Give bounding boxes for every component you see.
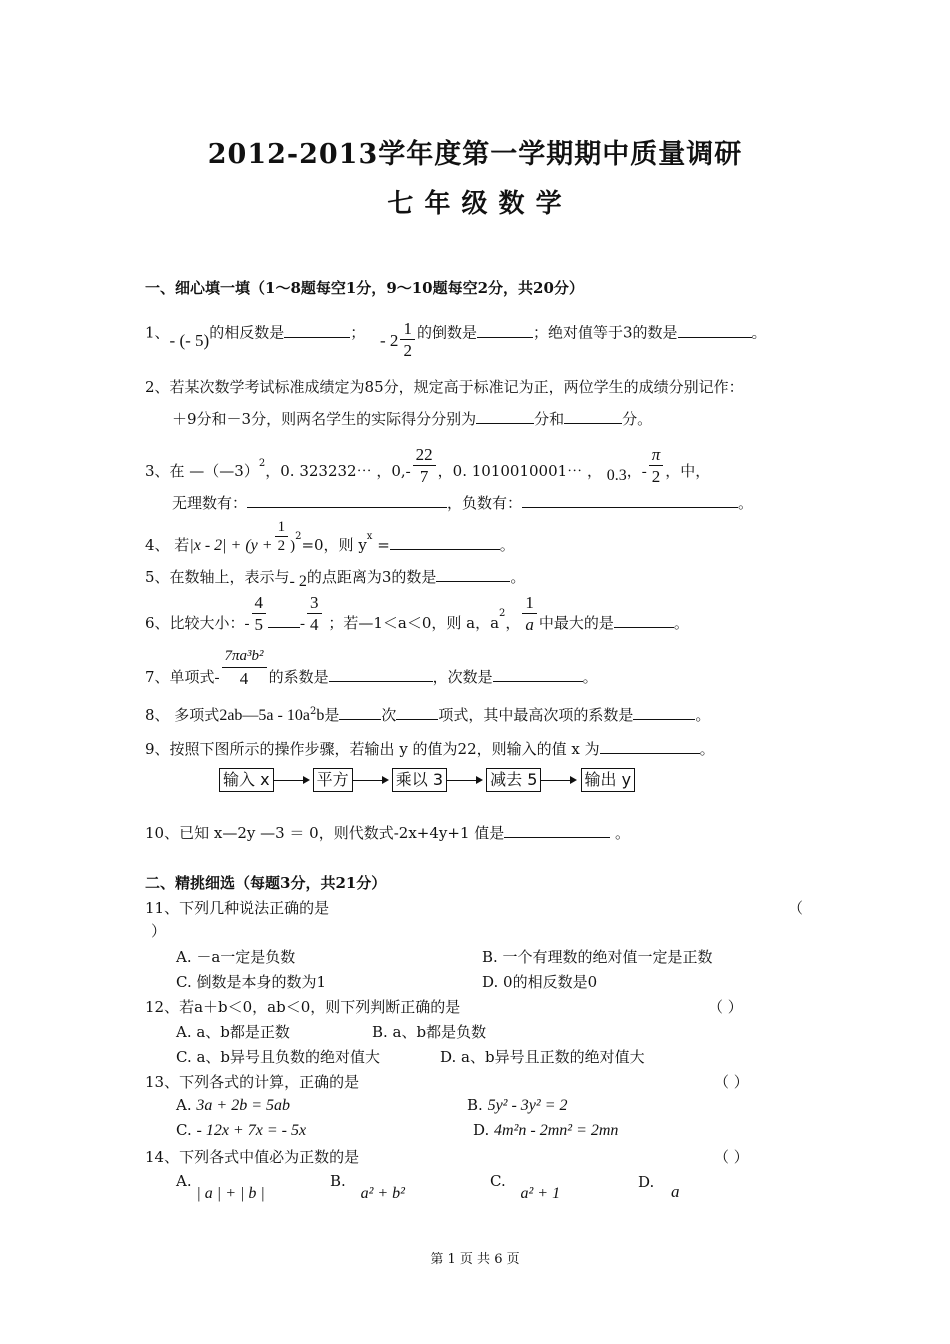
question-5: 5、在数轴上，表示与- 2的点距离为3的数是 。 — [145, 568, 526, 590]
section1-heading: 一、细心填一填（1～8题每空1分，9～10题每空2分，共20分） — [145, 279, 584, 297]
answer-paren: （ ） — [714, 1073, 749, 1091]
section2-heading: 二、精挑细选（每题3分，共21分） — [145, 874, 387, 892]
flow-step-output: 输出 y — [581, 768, 636, 792]
arrow-icon — [447, 780, 477, 781]
answer-paren: （ ） — [708, 998, 743, 1016]
question-2-line1: 2、若某次数学考试标准成绩定为85分，规定高于标准记为正，两位学生的成绩分别记作： — [145, 378, 744, 396]
option-B: B. a、b都是负数 — [372, 1023, 487, 1041]
question-7: 7、单项式- $\frac{\text{7πa³b²}}{4}$ 的系数是 ，次数是 。 — [145, 648, 598, 688]
flow-step-multiply: 乘以 3 — [392, 768, 447, 792]
question-8: 8、 多项式2ab—5a - $10a^2b$是 次 项式，其中最高次项的系数是 。 — [145, 706, 711, 724]
question-2-line2: ＋9分和－3分，则两名学生的实际得分分别为 分和 分。 — [172, 410, 653, 428]
option-D: D. 4m²n - 2mn² = 2mn — [473, 1121, 619, 1139]
option-A: A. －a一定是负数 — [176, 948, 296, 966]
question-10: 10、已知 x—2y —3 ＝ 0，则代数式-2x+4y+1 值是 。 — [145, 824, 631, 842]
flow-step-square: 平方 — [313, 768, 353, 792]
option-B: B. 5y² - 3y² = 2 — [467, 1096, 568, 1114]
question-1: 1、- (- 5)的相反数是 ； - 2 $\frac{1}{2}$ 的倒数是 ；绝对值等于3的数是 。 — [145, 319, 767, 360]
question-3-line1: 3、在 —（—3）$^2$，0. 323232⋯ ，0,- $\frac{22}{7}$ ，0. 1010010001⋯ ， 0.3，- $\frac{\pi}{2}$ ，中， — [145, 445, 711, 486]
flow-step-subtract: 减去 5 — [486, 768, 541, 792]
question-3-line2: 无理数有： ，负数有： 。 — [172, 494, 754, 512]
option-D: D. a — [638, 1173, 680, 1201]
option-A: A. | a | + | b | — [176, 1172, 265, 1202]
answer-paren-left: （ — [788, 899, 804, 917]
repeating-decimal: 0.3 — [606, 466, 627, 484]
question-12-stem: 12、若a＋b＜0，ab＜0，则下列判断正确的是 — [145, 998, 461, 1016]
flow-step-input: 输入 x — [219, 768, 274, 792]
question-14-stem: 14、下列各式中值必为正数的是 — [145, 1148, 360, 1166]
option-A: A. 3a + 2b = 5ab — [176, 1096, 290, 1114]
question-4: 4、 若|x - 2| + (y + $\frac{1}{2}$ )$^2$=0，则 $y^x$ = 。 — [145, 519, 515, 554]
question-6: 6、比较大小：- $\frac{4}{5}$ - $\frac{3}{4}$ ；若—1＜a＜0，则 a，$a^2$， $\frac{1}{a}$ 中最大的是 。 — [145, 593, 689, 634]
question-9: 9、按照下图所示的操作步骤，若输出 y 的值为22，则输入的值 x 为 。 — [145, 740, 715, 758]
answer-paren: （ ） — [714, 1148, 749, 1166]
option-D: D. a、b异号且正数的绝对值大 — [440, 1048, 645, 1066]
answer-paren-right: ） — [151, 922, 167, 940]
question-13-stem: 13、下列各式的计算，正确的是 — [145, 1073, 360, 1091]
option-C: C. 倒数是本身的数为1 — [176, 973, 327, 991]
option-A: A. a、b都是正数 — [176, 1023, 290, 1041]
option-B: B. 一个有理数的绝对值一定是正数 — [482, 948, 713, 966]
option-C: C. - 12x + 7x = - 5x — [176, 1121, 307, 1139]
page-title: 2012-2013学年度第一学期期中质量调研 — [207, 139, 743, 170]
option-C: C. a² + 1 — [490, 1172, 561, 1202]
page-subtitle: 七 年 级 数 学 — [387, 189, 563, 219]
page-footer: 第 1 页 共 6 页 — [430, 1252, 520, 1267]
option-D: D. 0的相反数是0 — [482, 973, 598, 991]
arrow-icon — [541, 780, 571, 781]
question-11-stem: 11、下列几种说法正确的是 — [145, 899, 330, 917]
option-C: C. a、b异号且负数的绝对值大 — [176, 1048, 381, 1066]
arrow-icon — [274, 780, 304, 781]
arrow-icon — [353, 780, 383, 781]
flow-diagram — [219, 768, 635, 792]
option-B: B. a² + b² — [330, 1172, 405, 1202]
